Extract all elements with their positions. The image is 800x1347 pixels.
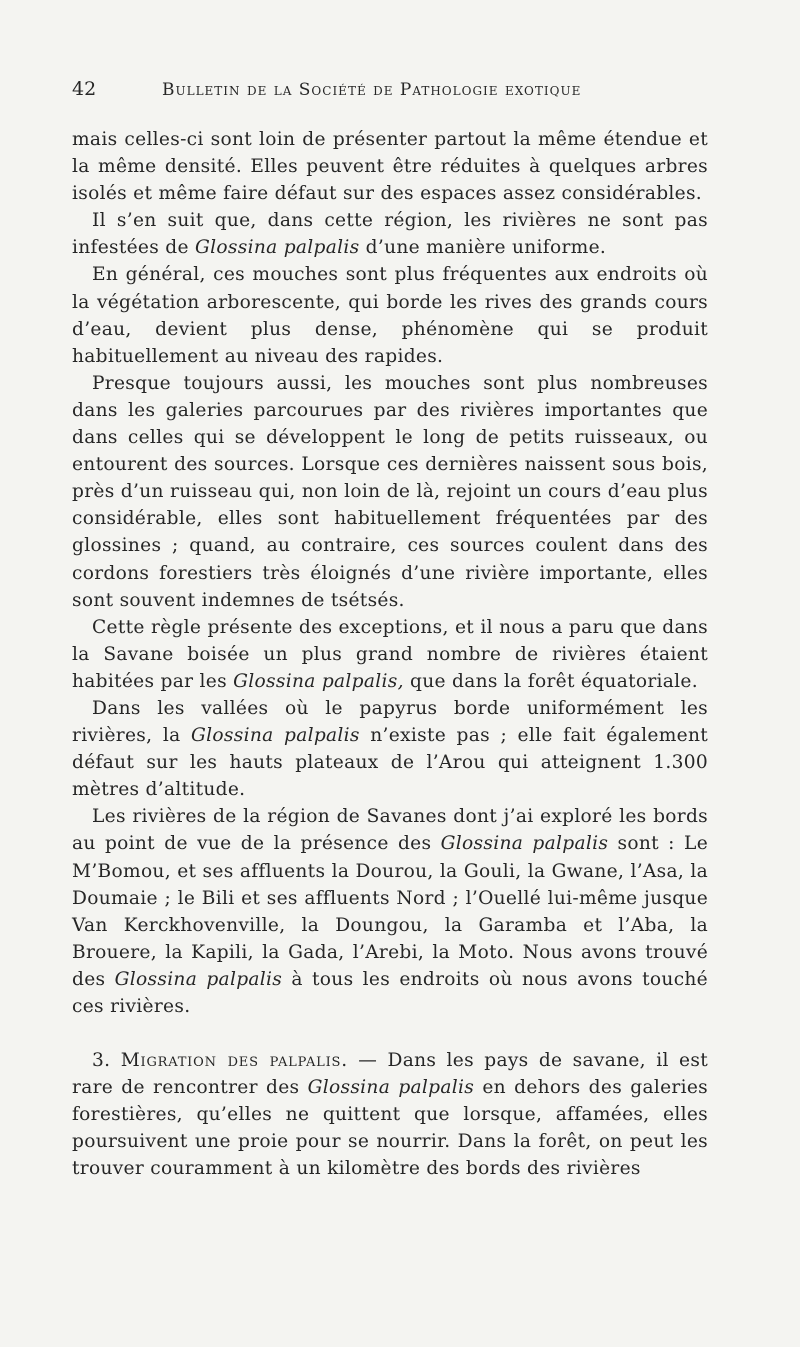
paragraph-2 xyxy=(72,207,708,261)
section-number: 3. xyxy=(92,1050,111,1072)
text-span: d’une manière uniforme. xyxy=(359,237,607,259)
page-header xyxy=(72,78,708,108)
species-name: Glossina palpalis xyxy=(114,968,283,990)
text-span: n’existe pas ; elle fait également défaut sur les hauts plateaux de l’Arou qui atteignent 1.300 mètres d’altitude. xyxy=(72,725,708,801)
text-span: que dans la forêt équatoriale. xyxy=(403,670,698,692)
page-number: 42 xyxy=(72,78,97,100)
section-spacer xyxy=(72,1020,708,1047)
paragraph-6 xyxy=(72,695,708,803)
running-title: Bulletin de la Société de Pathologie exotique xyxy=(162,80,582,100)
text-span: Cette règle présente des exceptions, et il nous a paru que dans la Savane boisée un plus grand nombre de rivières étaient habitées par les xyxy=(72,616,708,692)
text-span: en dehors des galeries forestières, qu’elles ne quittent que lorsque, affamées, elles poursuivent une proie pour se nourrir. Dans la forêt, on peut les trouver couramment à un kilomètre des bords des rivières xyxy=(72,1077,708,1180)
species-name: Glossina palpalis xyxy=(195,237,360,259)
section-3-paragraph xyxy=(72,1047,708,1182)
text-span: sont : Le M’Bomou, et ses affluents la Dourou, la Gouli, la Gwane, l’Asa, la Doumaie ; le Bili et ses affluents Nord ; l’Ouellé lui-même jusque Van Kerckhovenville, la Doungou, la Garamba et l’Aba, la Brouere, la Kapili, la Gada, l’Arebi, la Moto. Nous avons trouvé des xyxy=(72,833,709,990)
text-span: Les rivières de la région de Savanes dont j’ai exploré les bords au point de vue de la présence des xyxy=(72,806,708,855)
species-name: Glossina palpalis xyxy=(307,1077,475,1099)
text-span: Il s’en suit que, dans cette région, les rivières ne sont pas infestées de xyxy=(72,210,708,259)
species-name: Glossina palpalis xyxy=(440,833,609,855)
text-span: Dans les pays de savane, il est rare de rencontrer des xyxy=(72,1050,708,1099)
section-dash: — xyxy=(347,1050,388,1072)
text-span: Dans les vallées où le papyrus borde uniformément les rivières, la xyxy=(72,697,708,747)
paragraph-5 xyxy=(72,614,708,695)
paragraph-7 xyxy=(72,803,708,1020)
paragraph-4: Presque toujours aussi, les mouches sont plus nombreuses dans les galeries parcourues par des rivières importantes que dans celles qui se développent le long de petits ruisseaux, ou entourent des sources. Lorsque ces dernières naissent sous bois, près d’un ruisseau qui, non loin de là, rejoint un cours d’eau plus considérable, elles sont habituellement fréquentées par des glossines ; quand, au contraire, ces sources coulent dans des cordons forestiers très éloignés d’une rivière importante, elles sont souvent indemnes de tsétsés. xyxy=(72,372,708,611)
species-name: Glossina palpalis xyxy=(191,725,360,747)
text-span: à tous les endroits où nous avons touché ces rivières. xyxy=(72,968,708,1017)
paragraph-3: En général, ces mouches sont plus fréquentes aux endroits où la végétation arborescente, qui borde les rives des grands cours d’eau, devient plus dense, phénomène qui se produit habituellement au niveau des rapides. xyxy=(72,264,708,367)
body-text xyxy=(72,126,708,1183)
species-name: Glossina palpalis, xyxy=(233,670,404,692)
section-heading: Migration des palpalis. xyxy=(120,1050,348,1072)
paragraph-1: mais celles-ci sont loin de présenter partout la même étendue et la même densité. Elles peuvent être réduites à quelques arbres isolés et même faire défaut sur des espaces assez considérables. xyxy=(72,129,708,205)
